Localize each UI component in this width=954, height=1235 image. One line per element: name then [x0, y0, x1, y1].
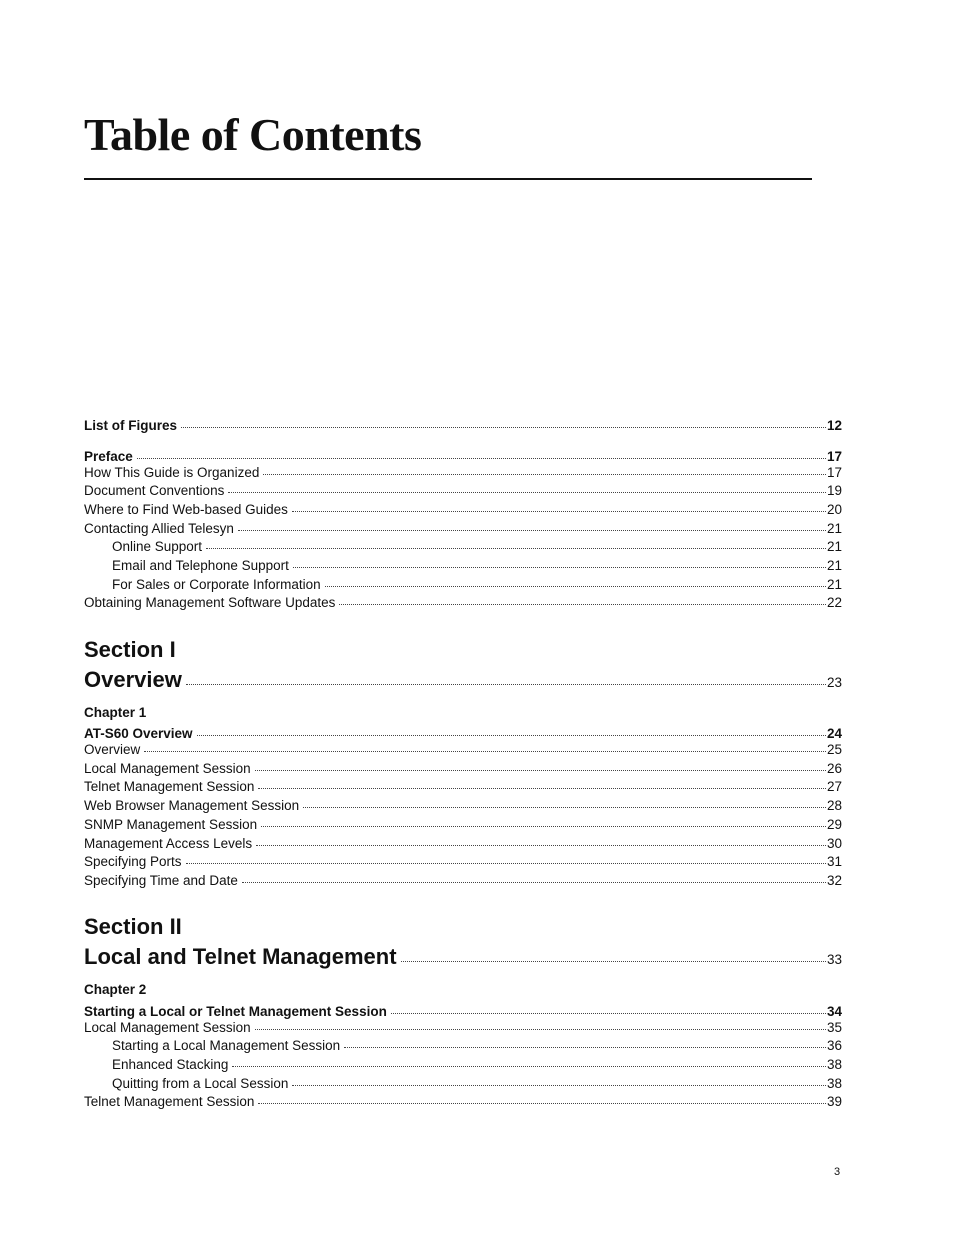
- toc-entry-spec-time[interactable]: [84, 872, 842, 889]
- toc-entry-label: Quitting from a Local Session: [112, 1076, 289, 1091]
- toc-entry-page: 32: [826, 873, 842, 888]
- toc-entry-sales-corporate[interactable]: [112, 576, 842, 593]
- toc-entry-web-mgmt[interactable]: [84, 797, 842, 814]
- toc-entry-page: 31: [826, 854, 842, 869]
- toc-entry-page: 21: [826, 577, 842, 592]
- toc-entry-chapter-1[interactable]: [84, 725, 842, 742]
- toc-entry-page: 38: [826, 1057, 842, 1072]
- chapter-title: AT-S60 Overview: [84, 726, 193, 741]
- toc-entry-label: Telnet Management Session: [84, 1094, 255, 1109]
- dot-leader: [186, 860, 826, 864]
- toc-entry-email-phone[interactable]: [112, 557, 842, 574]
- dot-leader: [339, 601, 826, 605]
- toc-entry-label: Local Management Session: [84, 1020, 251, 1035]
- dot-leader: [255, 767, 826, 771]
- toc-entry-label: Specifying Ports: [84, 854, 182, 869]
- dot-leader: [238, 527, 826, 531]
- dot-leader: [137, 455, 826, 459]
- toc-entry-label: Overview: [84, 742, 141, 757]
- toc-entry-telnet-mgmt[interactable]: [84, 778, 842, 795]
- toc-entry-how-guide-organized[interactable]: [84, 464, 842, 481]
- toc-entry-chapter-2[interactable]: [84, 1003, 842, 1020]
- dot-leader: [197, 732, 826, 736]
- toc-entry-section-1[interactable]: [84, 666, 842, 697]
- toc-entry-page: 17: [826, 449, 842, 464]
- dot-leader: [391, 1010, 826, 1014]
- section-1-label: Section I: [84, 637, 176, 662]
- toc-entry-page: 19: [826, 483, 842, 498]
- toc-entry-obtaining-updates[interactable]: [84, 594, 842, 611]
- toc-entry-snmp-mgmt[interactable]: [84, 816, 842, 833]
- toc-entry-local-mgmt[interactable]: [84, 760, 842, 777]
- dot-leader: [293, 564, 826, 568]
- dot-leader: [344, 1044, 826, 1048]
- toc-entry-enhanced-stacking[interactable]: [112, 1056, 842, 1073]
- dot-leader: [242, 879, 826, 883]
- page-title: Table of Contents: [84, 109, 422, 160]
- dot-leader: [144, 748, 826, 752]
- toc-entry-local-mgmt-2[interactable]: [84, 1019, 842, 1036]
- toc-entry-label: Local Management Session: [84, 761, 251, 776]
- toc-entry-page: 35: [826, 1020, 842, 1035]
- toc-entry-label: Where to Find Web-based Guides: [84, 502, 288, 517]
- toc-entry-label: For Sales or Corporate Information: [112, 577, 321, 592]
- toc-entry-page: 34: [826, 1004, 842, 1019]
- dot-leader: [292, 508, 826, 512]
- dot-leader: [401, 958, 826, 962]
- section-2-label: Section II: [84, 914, 182, 939]
- chapter-title: Starting a Local or Telnet Management Session: [84, 1004, 387, 1019]
- dot-leader: [255, 1026, 826, 1030]
- toc-entry-page: 36: [826, 1038, 842, 1053]
- toc-entry-page: 21: [826, 539, 842, 554]
- toc-entry-page: 30: [826, 836, 842, 851]
- toc-entry-label: List of Figures: [84, 418, 178, 433]
- page-number: 3: [834, 1166, 841, 1178]
- dot-leader: [303, 804, 826, 808]
- toc-entry-section-2[interactable]: [84, 943, 842, 974]
- toc-entry-label: Web Browser Management Session: [84, 798, 300, 813]
- toc-entry-label: Preface: [84, 449, 133, 464]
- toc-entry-page: 38: [826, 1076, 842, 1091]
- toc-entry-starting-local[interactable]: [112, 1037, 842, 1054]
- toc-entry-page: 26: [826, 761, 842, 776]
- toc-entry-label: Telnet Management Session: [84, 779, 255, 794]
- dot-leader: [256, 842, 826, 846]
- section-title: Local and Telnet Management: [84, 944, 397, 969]
- toc-entry-page: 21: [826, 558, 842, 573]
- toc-entry-preface[interactable]: [84, 448, 842, 465]
- toc-entry-label: Starting a Local Management Session: [112, 1038, 341, 1053]
- dot-leader: [258, 1100, 826, 1104]
- toc-entry-page: 23: [826, 675, 842, 690]
- dot-leader: [292, 1082, 826, 1086]
- toc-entry-page: 22: [826, 595, 842, 610]
- toc-entry-label: Specifying Time and Date: [84, 873, 238, 888]
- toc-entry-spec-ports[interactable]: [84, 853, 842, 870]
- dot-leader: [263, 471, 826, 475]
- toc-entry-document-conventions[interactable]: [84, 482, 842, 499]
- toc-entry-page: 25: [826, 742, 842, 757]
- toc-entry-telnet-mgmt-2[interactable]: [84, 1093, 842, 1110]
- toc-entry-page: 24: [826, 726, 842, 741]
- dot-leader: [258, 785, 826, 789]
- dot-leader: [206, 545, 826, 549]
- toc-entry-page: 28: [826, 798, 842, 813]
- toc-entry-label: Management Access Levels: [84, 836, 253, 851]
- toc-entry-label: Contacting Allied Telesyn: [84, 521, 234, 536]
- toc-entry-page: 33: [826, 952, 842, 967]
- toc-entry-page: 12: [826, 418, 842, 433]
- toc-entry-access-levels[interactable]: [84, 835, 842, 852]
- toc-entry-page: 21: [826, 521, 842, 536]
- dot-leader: [186, 681, 826, 685]
- toc-entry-label: Enhanced Stacking: [112, 1057, 229, 1072]
- toc-entry-label: How This Guide is Organized: [84, 465, 260, 480]
- chapter-1-label: Chapter 1: [84, 705, 147, 720]
- dot-leader: [228, 489, 826, 493]
- dot-leader: [261, 823, 826, 827]
- title-rule: [84, 178, 812, 180]
- toc-entry-label: Email and Telephone Support: [112, 558, 289, 573]
- toc-entry-label: SNMP Management Session: [84, 817, 258, 832]
- toc-entry-page: 29: [826, 817, 842, 832]
- toc-entry-list-of-figures[interactable]: [84, 417, 842, 434]
- toc-entry-page: 27: [826, 779, 842, 794]
- toc-entry-label: Obtaining Management Software Updates: [84, 595, 336, 610]
- chapter-2-label: Chapter 2: [84, 982, 147, 997]
- toc-entry-page: 20: [826, 502, 842, 517]
- toc-entry-online-support[interactable]: [112, 538, 842, 555]
- toc-entry-contacting[interactable]: [84, 520, 842, 537]
- toc-entry-page: 39: [826, 1094, 842, 1109]
- toc-entry-where-web-guides[interactable]: [84, 501, 842, 518]
- dot-leader: [232, 1063, 826, 1067]
- toc-entry-label: Document Conventions: [84, 483, 225, 498]
- toc-entry-quitting-local[interactable]: [112, 1075, 842, 1092]
- toc-entry-overview[interactable]: [84, 741, 842, 758]
- section-title: Overview: [84, 667, 182, 692]
- toc-entry-page: 17: [826, 465, 842, 480]
- dot-leader: [181, 424, 826, 428]
- dot-leader: [325, 583, 826, 587]
- toc-entry-label: Online Support: [112, 539, 203, 554]
